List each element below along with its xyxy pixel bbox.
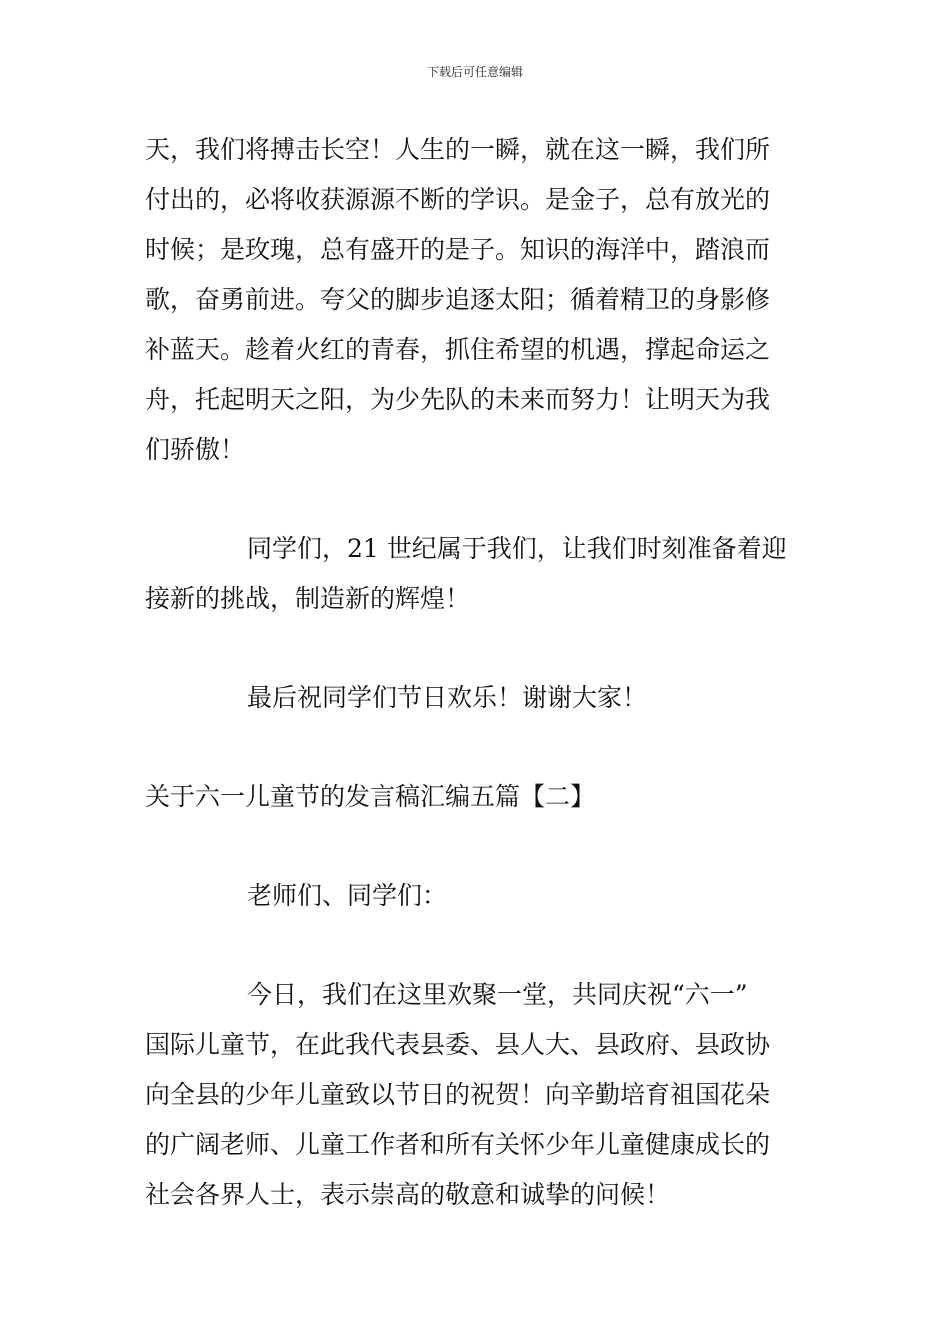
text-line: 天，我们将搏击长空！人生的一瞬，就在这一瞬，我们所 — [145, 135, 771, 164]
text-line: 今日，我们在这里欢聚一堂，共同庆祝“六一” — [247, 980, 748, 1009]
salutation: 老师们、同学们： — [247, 881, 448, 910]
text-line: 舟，托起明天之阳，为少先队的未来而努力！让明天为我 — [145, 385, 771, 414]
text-line: 接新的挑战，制造新的辉煌！ — [145, 584, 471, 613]
section-title: 关于六一儿童节的发言稿汇编五篇【二】 — [145, 782, 596, 811]
text-line: 的广阔老师、儿童工作者和所有关怀少年儿童健康成长的 — [145, 1130, 771, 1159]
text-line: 补蓝天。趁着火红的青春，抓住希望的机遇，撑起命运之 — [145, 335, 771, 364]
text-line: 们骄傲！ — [145, 435, 246, 464]
text-line: 歌，奋勇前进。夸父的脚步追逐太阳；循着精卫的身影修 — [145, 285, 771, 314]
text-line: 最后祝同学们节日欢乐！谢谢大家！ — [247, 683, 648, 712]
text-line: 同学们，21 世纪属于我们，让我们时刻准备着迎 — [247, 534, 787, 563]
text-line: 时候；是玫瑰，总有盛开的是子。知识的海洋中，踏浪而 — [145, 235, 771, 264]
text-line: 国际儿童节，在此我代表县委、县人大、县政府、县政协 — [145, 1030, 771, 1059]
text-line: 社会各界人士，表示崇高的敬意和诚挚的问候！ — [145, 1180, 671, 1209]
text-line: 付出的，必将收获源源不断的学识。是金子，总有放光的 — [145, 185, 771, 214]
text-line: 向全县的少年儿童致以节日的祝贺！向辛勤培育祖国花朵 — [145, 1080, 771, 1109]
page-header-note: 下载后可任意编辑 — [426, 65, 523, 79]
